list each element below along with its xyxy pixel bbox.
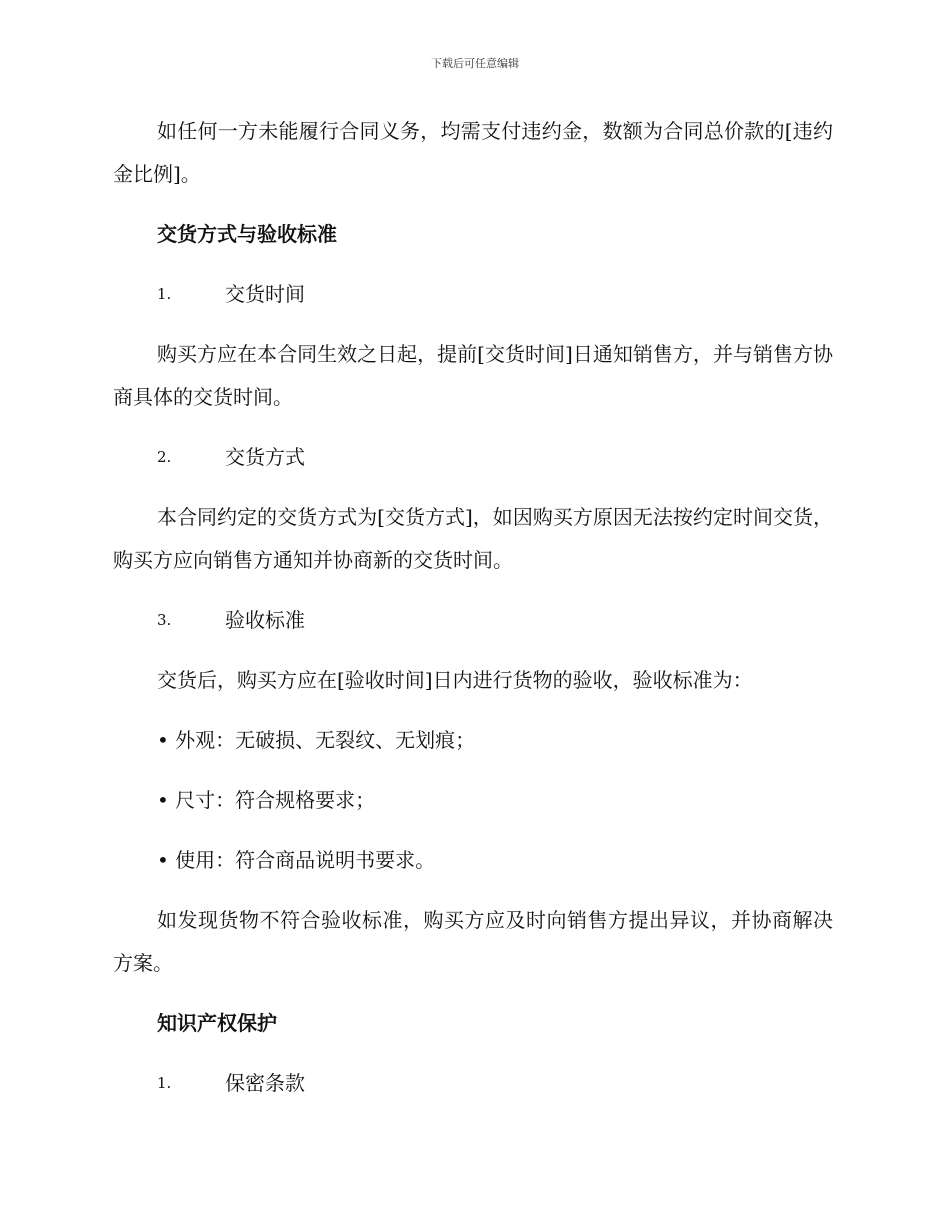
section-heading-ip: 知识产权保护: [157, 1011, 277, 1035]
bullet-usage: • 使用：符合商品说明书要求。: [157, 848, 436, 872]
numbered-item-delivery-time: [157, 273, 833, 316]
objection-paragraph: 如发现货物不符合验收标准，购买方应及时向销售方提出异议，并协商解决方案。: [113, 908, 833, 975]
numbered-item-confidentiality: [157, 1062, 833, 1105]
document-body: [113, 110, 833, 1122]
item-number: 1.: [157, 285, 172, 303]
bullet-size: • 尺寸：符合规格要求；: [157, 788, 376, 812]
item-label: 验收标准: [225, 608, 305, 632]
page-header-note: 下载后可任意编辑: [431, 57, 519, 70]
item-number: 3.: [157, 611, 172, 629]
item-number: 1.: [157, 1074, 172, 1092]
item-label: 交货方式: [225, 445, 305, 469]
item-label: 交货时间: [225, 282, 305, 306]
delivery-time-paragraph: 购买方应在本合同生效之日起，提前[交货时间]日通知销售方，并与销售方协商具体的交货时间。: [113, 342, 833, 409]
numbered-item-delivery-method: [157, 436, 833, 479]
acceptance-paragraph: 交货后，购买方应在[验收时间]日内进行货物的验收，验收标准为：: [157, 668, 753, 692]
item-number: 2.: [157, 448, 172, 466]
bullet-appearance: • 外观：无破损、无裂纹、无划痕；: [157, 728, 476, 752]
numbered-item-acceptance: [157, 599, 833, 642]
delivery-method-paragraph: 本合同约定的交货方式为[交货方式]，如因购买方原因无法按约定时间交货，购买方应向销售方通知并协商新的交货时间。: [113, 505, 833, 572]
penalty-paragraph: 如任何一方未能履行合同义务，均需支付违约金，数额为合同总价款的[违约金比例]。: [113, 119, 833, 186]
section-heading-delivery: 交货方式与验收标准: [157, 222, 337, 246]
item-label: 保密条款: [225, 1071, 305, 1095]
